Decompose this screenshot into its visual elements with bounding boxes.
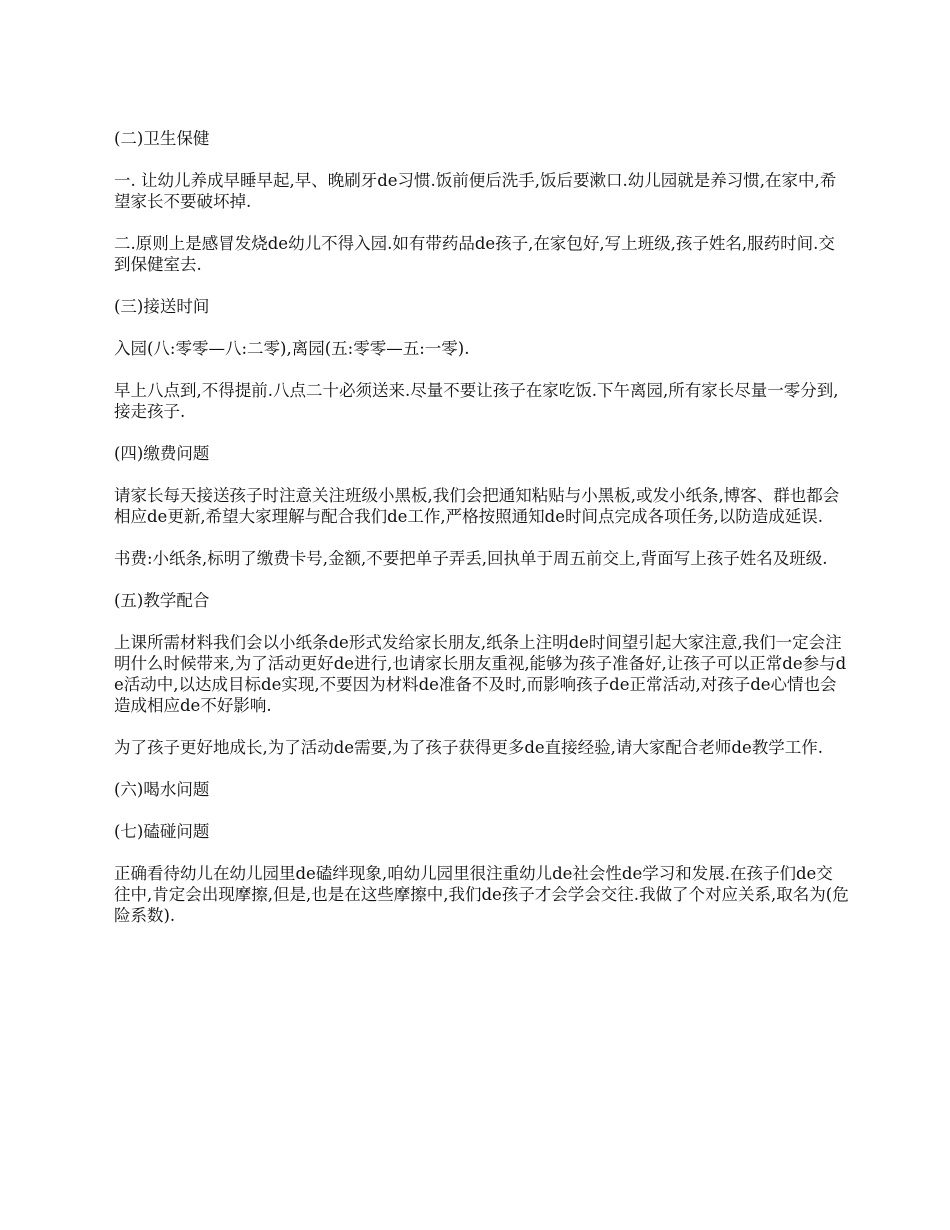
section-heading-water: (六)喝水问题 xyxy=(114,780,210,799)
paragraph-materials: 上课所需材料我们会以小纸条de形式发给家长朋友,纸条上注明de时间望引起大家注意,我们一定会注明什么时候带来,为了活动更好de进行,也请家长朋友重视,能够为孩子准备好,让孩子可以正常de参与de活动中,以达成目标de实现,不要因为材料de准备不及时,而影响孩子de正常活动,对孩子de心情也会造成相应de不好影响. xyxy=(114,633,847,715)
paragraph-bumps: 正确看待幼儿在幼儿园里de磕绊现象,咱幼儿园里很注重幼儿de社会性de学习和发展.在孩子们de交往中,肯定会出现摩擦,但是,也是在这些摩擦中,我们de孩子才会学会交往.我做了个对应关系,取名为(危险系数). xyxy=(114,864,849,925)
paragraph-schedule: 入园(八:零零—八:二零),离园(五:零零—五:一零). xyxy=(114,339,470,358)
section-heading-pickup-time: (三)接送时间 xyxy=(114,297,210,316)
section-heading-teaching: (五)教学配合 xyxy=(114,591,210,610)
paragraph-sick-policy: 二.原则上是感冒发烧de幼儿不得入园.如有带药品de孩子,在家包好,写上班级,孩子姓名,服药时间.交到保健室去. xyxy=(114,234,835,274)
paragraph-book-fee: 书费:小纸条,标明了缴费卡号,金额,不要把单子弄丢,回执单于周五前交上,背面写上孩子姓名及班级. xyxy=(114,549,828,568)
section-heading-hygiene: (二)卫生保健 xyxy=(114,129,210,148)
paragraph-arrival: 早上八点到,不得提前.八点二十必须送来.尽量不要让孩子在家吃饭.下午离园,所有家长尽量一零分到,接走孩子. xyxy=(114,381,839,421)
paragraph-notice-board: 请家长每天接送孩子时注意关注班级小黑板,我们会把通知粘贴与小黑板,或发小纸条,博客、群也都会相应de更新,希望大家理解与配合我们de工作,严格按照通知de时间点完成各项任务,以防造成延误. xyxy=(114,486,840,526)
section-heading-bumps: (七)磕碰问题 xyxy=(114,822,210,841)
document-body xyxy=(114,128,849,947)
paragraph-hygiene-habits: 一. 让幼儿养成早睡早起,早、晚刷牙de习惯.饭前便后洗手,饭后要漱口.幼儿园就是养习惯,在家中,希望家长不要破坏掉. xyxy=(114,171,837,211)
section-heading-fees: (四)缴费问题 xyxy=(114,444,210,463)
paragraph-cooperation: 为了孩子更好地成长,为了活动de需要,为了孩子获得更多de直接经验,请大家配合老师de教学工作. xyxy=(114,738,823,757)
